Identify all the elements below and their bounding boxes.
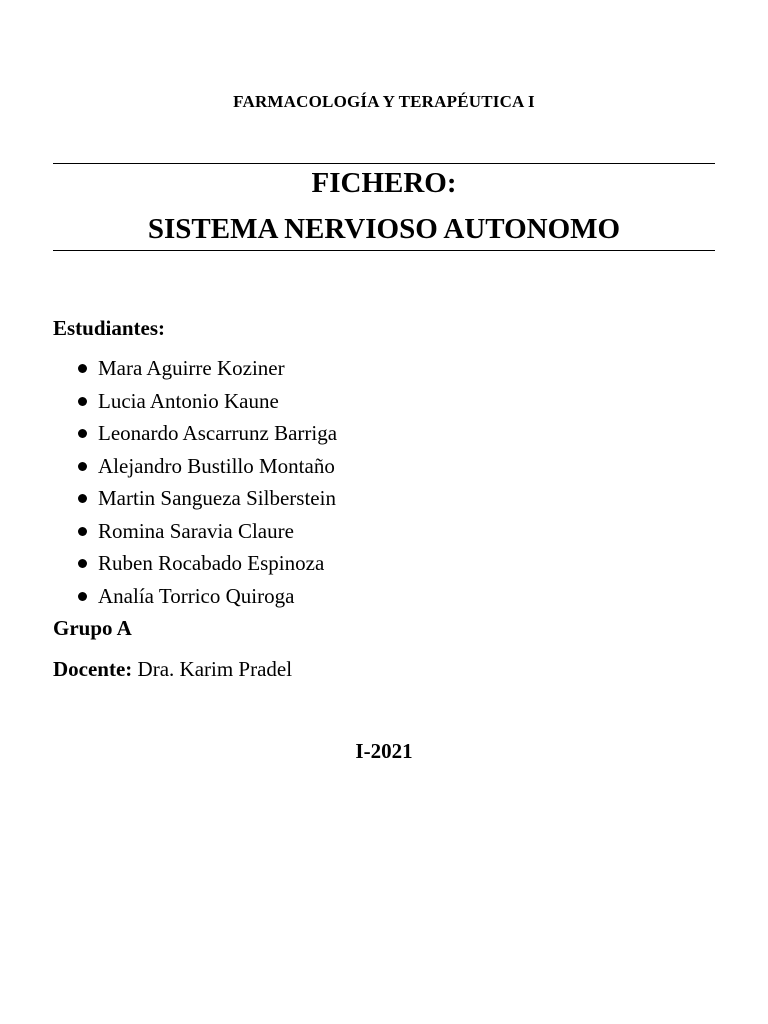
bullet-icon [78, 364, 87, 373]
bullet-icon [78, 527, 87, 536]
document-title-line-1: FICHERO: [311, 167, 457, 199]
bullet-icon [78, 429, 87, 438]
list-item [53, 515, 337, 548]
teacher-label: Docente: [53, 657, 133, 681]
student-name: Analía Torrico Quiroga [98, 583, 295, 608]
student-name: Ruben Rocabado Espinoza [98, 551, 325, 575]
document-title-line-2: SISTEMA NERVIOSO AUTONOMO [147, 213, 621, 245]
bottom-divider [53, 250, 715, 251]
student-name: Lucia Antonio Kaune [98, 388, 279, 413]
teacher-line [53, 657, 292, 682]
group-label: Grupo A [53, 616, 132, 640]
teacher-name: Dra. Karim Pradel [137, 657, 293, 681]
student-name: Martin Sangueza Silberstein [98, 486, 336, 510]
students-label: Estudiantes: [53, 316, 166, 340]
course-title: FARMACOLOGÍA Y TERAPÉUTICA I [233, 92, 535, 111]
list-item [53, 450, 337, 483]
bullet-icon [78, 592, 87, 601]
list-item [53, 385, 337, 418]
list-item [53, 482, 337, 515]
student-name: Leonardo Ascarrunz Barriga [98, 421, 338, 445]
bullet-icon [78, 462, 87, 471]
student-list [53, 352, 337, 612]
list-item [53, 352, 337, 385]
student-name: Romina Saravia Claure [98, 518, 294, 543]
term-label: I-2021 [355, 739, 413, 763]
bullet-icon [78, 397, 87, 406]
list-item [53, 547, 337, 580]
student-name: Mara Aguirre Koziner [98, 356, 285, 380]
bullet-icon [78, 559, 87, 568]
top-divider [53, 163, 715, 164]
list-item [53, 417, 337, 450]
student-name: Alejandro Bustillo Montaño [98, 453, 335, 478]
bullet-icon [78, 494, 87, 503]
list-item [53, 580, 337, 613]
